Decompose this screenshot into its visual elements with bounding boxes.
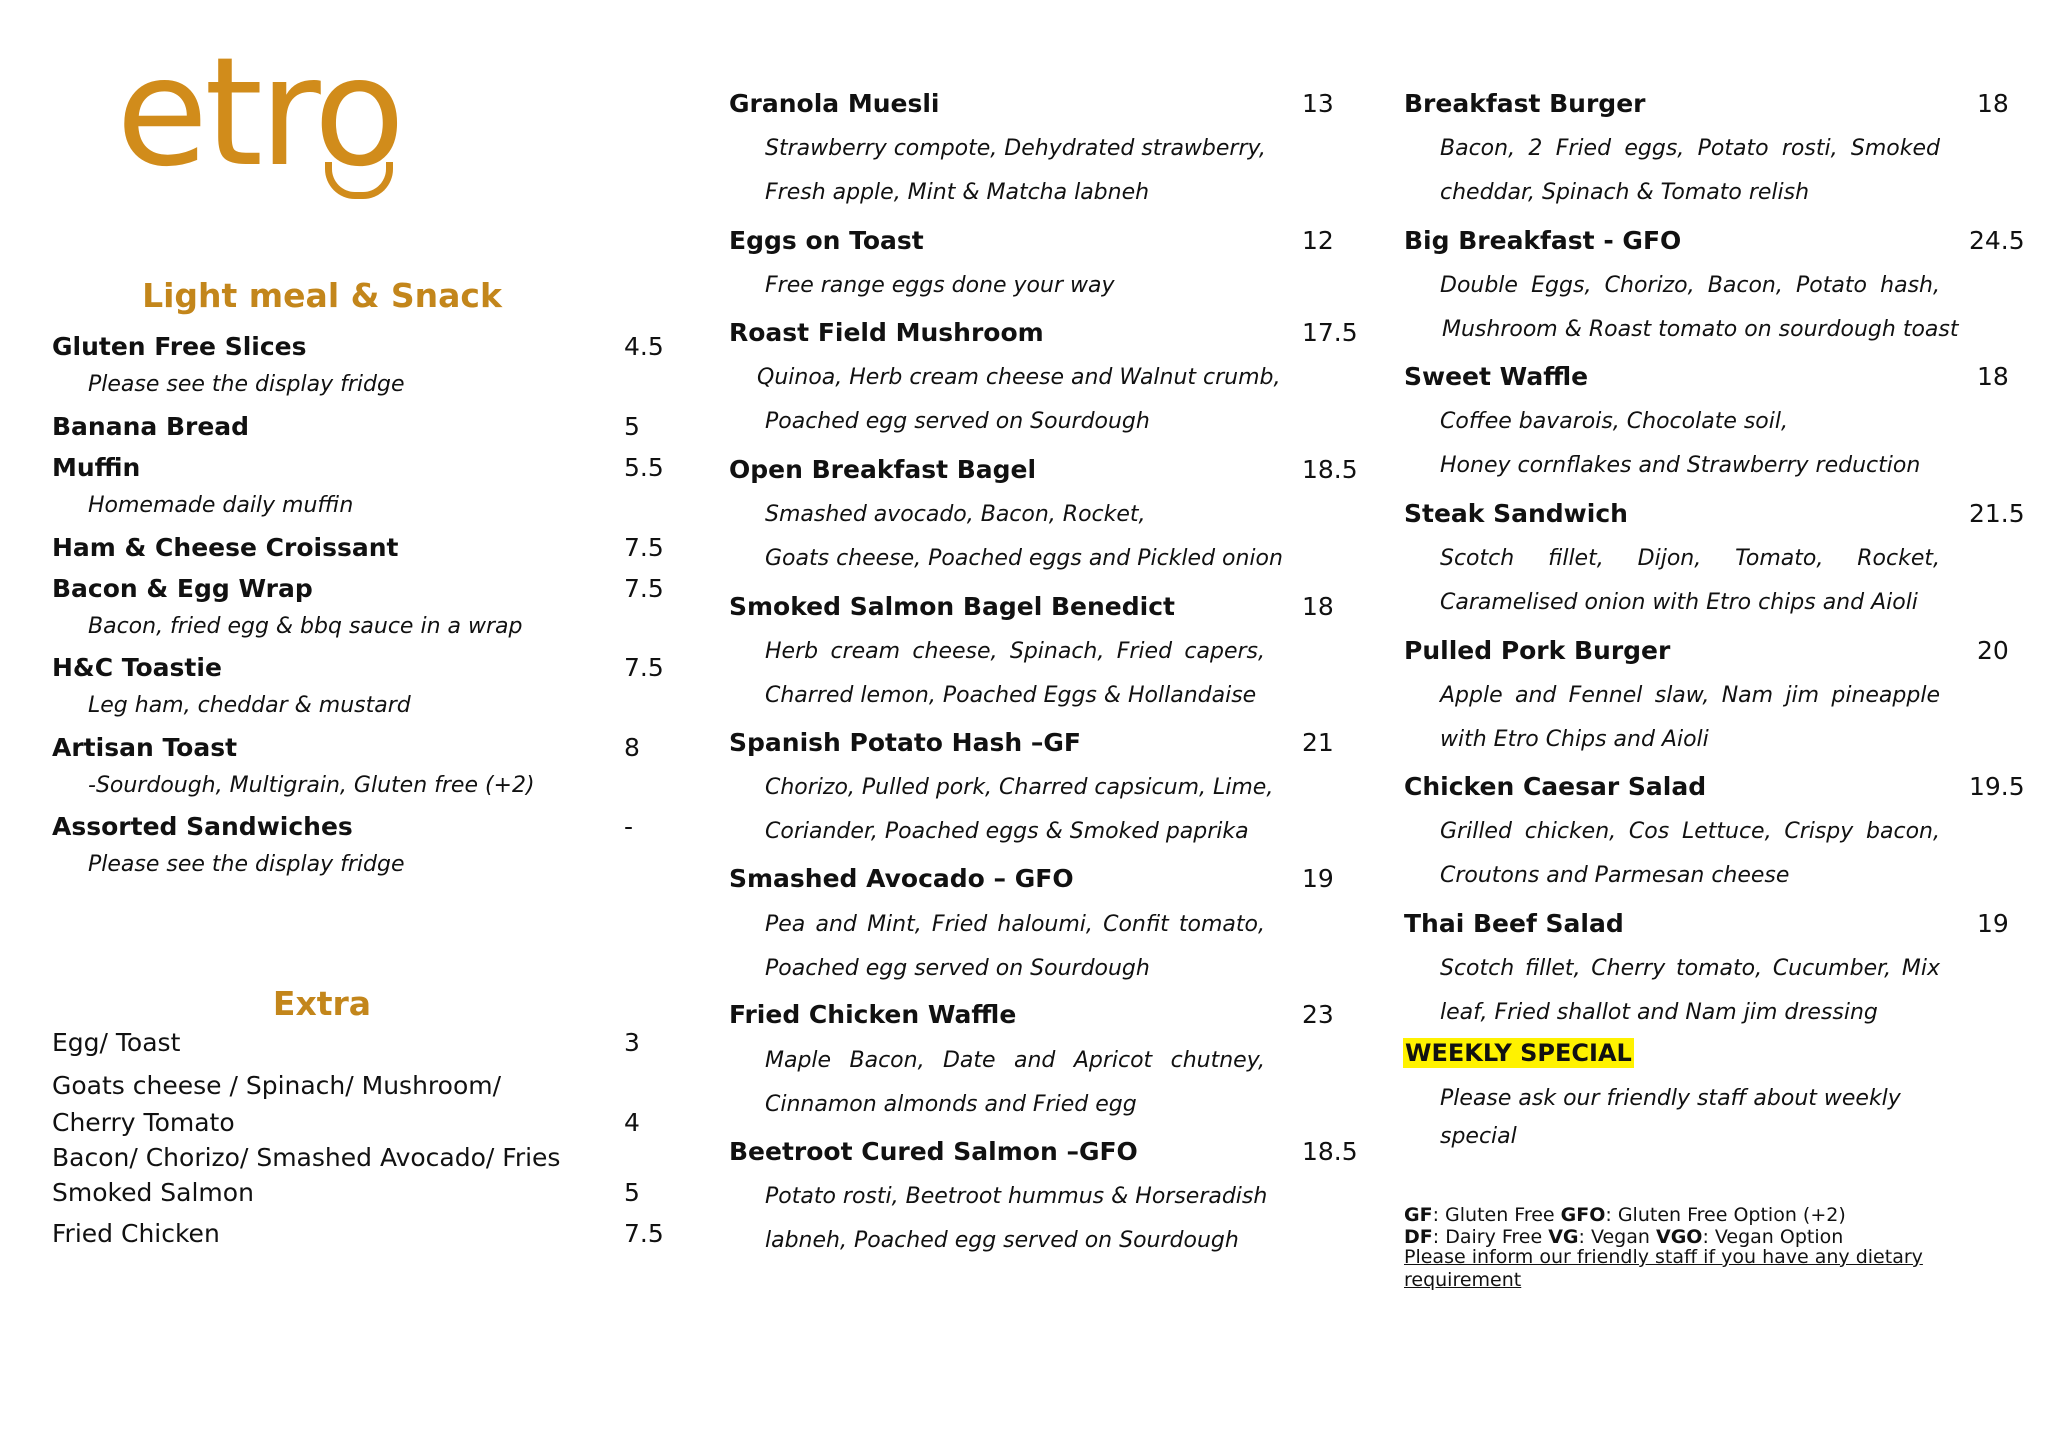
menu-item-price: 19 [1302, 864, 1334, 893]
menu-item-name: Eggs on Toast [729, 226, 924, 255]
menu-item-price: 18 [1977, 362, 2009, 391]
menu-item-desc [765, 136, 1265, 161]
legend-key: VGO [1655, 1226, 1703, 1248]
menu-item-desc [1440, 956, 1940, 981]
menu-item-desc: Coffee bavarois, Chocolate soil, [1440, 409, 1788, 434]
extra-item-name: Egg/ Toast [52, 1028, 181, 1057]
menu-item-name: Spanish Potato Hash –GF [729, 728, 1081, 757]
menu-item-desc: Coriander, Poached eggs & Smoked paprika [765, 819, 1249, 844]
section-title-light-meal: Light meal & Snack [142, 276, 502, 315]
extra-item-name: Cherry Tomato [52, 1108, 235, 1137]
extra-item-price: 7.5 [624, 1219, 664, 1248]
menu-item-desc [765, 1048, 1265, 1073]
menu-item-desc: -Sourdough, Multigrain, Gluten free (+2) [88, 773, 535, 798]
legend-text: : Vegan [1578, 1226, 1656, 1248]
extra-item-name: Smoked Salmon [52, 1178, 254, 1207]
menu-item-desc: Bacon, fried egg & bbq sauce in a wrap [88, 614, 523, 639]
extra-item-name: Bacon/ Chorizo/ Smashed Avocado/ Fries [52, 1143, 561, 1172]
menu-item-price: 24.5 [1969, 226, 2025, 255]
menu-item-name: Breakfast Burger [1404, 89, 1646, 118]
menu-item-desc: Mushroom & Roast tomato on sourdough toast [1442, 317, 1959, 342]
weekly-special-desc: special [1440, 1124, 1517, 1149]
menu-item-desc: Poached egg served on Sourdough [765, 956, 1150, 981]
menu-item-price: 19.5 [1969, 772, 2025, 801]
menu-item-name: Banana Bread [52, 412, 250, 441]
menu-item-price: 7.5 [624, 533, 664, 562]
desc-line: Herb cream cheese, Spinach, Fried capers, [765, 639, 1265, 664]
menu-item-name: Thai Beef Salad [1404, 909, 1624, 938]
menu-item-desc [1440, 683, 1940, 708]
menu-item-name: Chicken Caesar Salad [1404, 772, 1707, 801]
desc-line: Scotch fillet, Cherry tomato, Cucumber, Mix [1440, 956, 1940, 981]
menu-item-desc: Goats cheese, Poached eggs and Pickled onion [765, 546, 1283, 571]
menu-item-name: Ham & Cheese Croissant [52, 533, 399, 562]
menu-item-name: Assorted Sandwiches [52, 812, 353, 841]
menu-item-name: Smashed Avocado – GFO [729, 864, 1074, 893]
extra-item-price: 5 [624, 1178, 640, 1207]
menu-item-price: 18 [1977, 89, 2009, 118]
menu-item-price: 17.5 [1302, 318, 1358, 347]
section-title-extra: Extra [272, 984, 372, 1023]
menu-item-desc: cheddar, Spinach & Tomato relish [1440, 180, 1810, 205]
dietary-legend-line-1 [1404, 1204, 1846, 1226]
menu-item-desc: Free range eggs done your way [765, 273, 1115, 298]
menu-item-name: H&C Toastie [52, 653, 222, 682]
menu-item-desc: Smashed avocado, Bacon, Rocket, [765, 502, 1146, 527]
menu-item-price: 21 [1302, 728, 1334, 757]
desc-line: Pea and Mint, Fried haloumi, Confit tomato, [765, 912, 1265, 937]
menu-item-name: Steak Sandwich [1404, 499, 1628, 528]
menu-item-price: 12 [1302, 226, 1334, 255]
menu-item-desc [757, 365, 1281, 390]
menu-item-desc [765, 1184, 1268, 1209]
extra-item-name: Fried Chicken [52, 1219, 220, 1248]
weekly-special-desc: Please ask our friendly staff about weekly [1440, 1086, 1901, 1111]
menu-item-desc: Honey cornflakes and Strawberry reduction [1440, 453, 1921, 478]
menu-item-desc: Please see the display fridge [88, 372, 405, 397]
menu-item-price: 23 [1302, 1000, 1334, 1029]
legend-text: : Vegan Option [1702, 1226, 1844, 1248]
menu-item-desc: leaf, Fried shallot and Nam jim dressing [1440, 1000, 1878, 1025]
menu-item-name: Big Breakfast - GFO [1404, 226, 1682, 255]
menu-item-desc [765, 775, 1274, 800]
legend-key: GF [1404, 1204, 1433, 1226]
menu-item-price: 20 [1977, 636, 2009, 665]
menu-item-desc: Poached egg served on Sourdough [765, 409, 1150, 434]
desc-line: Double Eggs, Chorizo, Bacon, Potato hash, [1440, 273, 1940, 298]
menu-item-desc [765, 639, 1265, 664]
desc-line: Grilled chicken, Cos Lettuce, Crispy bacon, [1440, 819, 1940, 844]
menu-item-price: 7.5 [624, 653, 664, 682]
menu-item-price: 19 [1977, 909, 2009, 938]
menu-item-price: 13 [1302, 89, 1334, 118]
legend-key: VG [1548, 1226, 1579, 1248]
menu-item-price: 18 [1302, 592, 1334, 621]
desc-line: Quinoa, Herb cream cheese and Walnut crumb, [757, 365, 1281, 390]
menu-item-name: Muffin [52, 453, 141, 482]
menu-item-desc: Croutons and Parmesan cheese [1440, 863, 1790, 888]
extra-item-price: 4 [624, 1108, 640, 1137]
menu-item-price: 5.5 [624, 453, 664, 482]
menu-item-desc [1440, 819, 1940, 844]
extra-item-price: 3 [624, 1028, 640, 1057]
menu-item-price: 8 [624, 733, 640, 762]
menu-item-name: Smoked Salmon Bagel Benedict [729, 592, 1175, 621]
menu-item-name: Bacon & Egg Wrap [52, 574, 313, 603]
legend-text: : Gluten Free [1432, 1204, 1561, 1226]
menu-item-desc [1440, 136, 1940, 161]
legend-key: GFO [1560, 1204, 1606, 1226]
menu-item-name: Open Breakfast Bagel [729, 455, 1037, 484]
menu-item-price: - [624, 812, 634, 841]
menu-item-price: 18.5 [1302, 1137, 1358, 1166]
menu-item-name: Artisan Toast [52, 733, 238, 762]
desc-line: Chorizo, Pulled pork, Charred capsicum, Lime, [765, 775, 1274, 800]
desc-line: Apple and Fennel slaw, Nam jim pineapple [1440, 683, 1940, 708]
menu-item-name: Pulled Pork Burger [1404, 636, 1671, 665]
menu-item-desc: with Etro Chips and Aioli [1440, 727, 1709, 752]
legend-key: DF [1404, 1226, 1433, 1248]
desc-line: Potato rosti, Beetroot hummus & Horseradish [765, 1184, 1268, 1209]
menu-item-desc [1440, 273, 1940, 298]
menu-item-desc: Caramelised onion with Etro chips and Aioli [1440, 590, 1918, 615]
menu-item-desc: labneh, Poached egg served on Sourdough [765, 1228, 1239, 1253]
menu-item-name: Roast Field Mushroom [729, 318, 1044, 347]
menu-item-price: 21.5 [1969, 499, 2025, 528]
weekly-special-heading: WEEKLY SPECIAL [1405, 1039, 1632, 1067]
menu-item-name: Fried Chicken Waffle [729, 1000, 1017, 1029]
menu-item-desc: Leg ham, cheddar & mustard [88, 693, 411, 718]
legend-text: : Dairy Free [1432, 1226, 1549, 1248]
dietary-legend-line-2 [1404, 1226, 1843, 1248]
menu-item-name: Sweet Waffle [1404, 362, 1589, 391]
legend-text: : Gluten Free Option (+2) [1605, 1204, 1846, 1226]
menu-item-price: 18.5 [1302, 455, 1358, 484]
menu-item-desc: Fresh apple, Mint & Matcha labneh [765, 180, 1150, 205]
desc-line: Scotch fillet, Dijon, Tomato, Rocket, [1440, 546, 1940, 571]
menu-item-price: 4.5 [624, 332, 664, 361]
menu-item-name: Beetroot Cured Salmon –GFO [729, 1137, 1138, 1166]
menu-item-desc: Cinnamon almonds and Fried egg [765, 1092, 1137, 1117]
dietary-note: Please inform our friendly staff if you have any dietary requirement [1404, 1246, 1923, 1291]
menu-item-name: Granola Muesli [729, 89, 940, 118]
desc-line: Strawberry compote, Dehydrated strawberry, [765, 136, 1266, 161]
menu-item-price: 7.5 [624, 574, 664, 603]
desc-line: Bacon, 2 Fried eggs, Potato rosti, Smoked [1440, 136, 1940, 161]
menu-item-desc: Charred lemon, Poached Eggs & Hollandaise [765, 683, 1257, 708]
desc-line: Maple Bacon, Date and Apricot chutney, [765, 1048, 1265, 1073]
menu-item-name: Gluten Free Slices [52, 332, 307, 361]
menu-item-desc [765, 912, 1265, 937]
menu-item-desc: Homemade daily muffin [88, 493, 354, 518]
menu-item-desc: Please see the display fridge [88, 852, 405, 877]
menu-item-price: 5 [624, 412, 640, 441]
menu-item-desc [1440, 546, 1940, 571]
etro-logo: etro [116, 26, 402, 200]
extra-item-name: Goats cheese / Spinach/ Mushroom/ [52, 1071, 502, 1100]
